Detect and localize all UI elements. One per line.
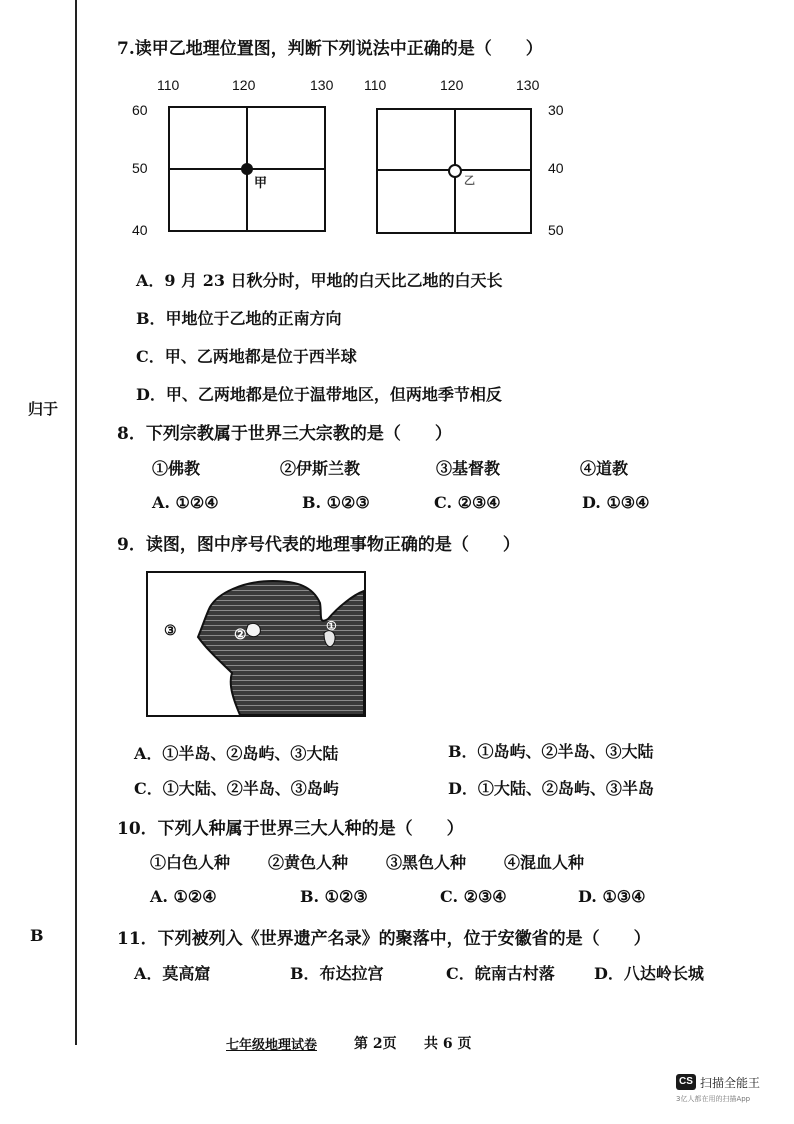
q10-item: ②黄色人种 <box>268 853 349 872</box>
map-left-side-label: 40 <box>132 222 148 238</box>
watermark-tagline: 3亿人都在用的扫描App <box>676 1095 751 1103</box>
q7-stem: 7.读甲乙地理位置图，判断下列说法中正确的是（ ） <box>117 39 543 59</box>
binding-line <box>75 0 77 1045</box>
watermark-name: 扫描全能王 <box>700 1076 761 1090</box>
map-label-2: ② <box>234 627 247 643</box>
footer-title: 七年级地理试卷 <box>226 1038 318 1053</box>
margin-mark-bottom: B <box>30 926 44 945</box>
point-yi-label: 乙 <box>464 174 475 187</box>
q8-item: ①佛教 <box>152 459 201 478</box>
q10-option-d: D. ①③④ <box>578 887 646 906</box>
q8-item: ②伊斯兰教 <box>280 459 361 478</box>
q10-item: ④混血人种 <box>504 853 585 872</box>
map-right-top-label: 130 <box>516 77 540 93</box>
map-left-side-label: 50 <box>132 160 148 176</box>
q8-option-b: B. ①②③ <box>302 493 370 512</box>
map-left-top-label: 130 <box>310 77 334 93</box>
q10-option-c: C. ②③④ <box>440 887 507 906</box>
q8-option-a: A. ①②④ <box>152 493 219 512</box>
map-right-top-label: 120 <box>440 77 464 93</box>
q10-option-a: A. ①②④ <box>150 887 217 906</box>
landmass-shape <box>198 581 364 715</box>
q11-option-c: C．皖南古村落 <box>446 964 555 983</box>
point-yi-marker <box>448 164 462 178</box>
q7-option-d: D．甲、乙两地都是位于温带地区，但两地季节相反 <box>136 385 502 404</box>
q8-option-c: C. ②③④ <box>434 493 501 512</box>
q7-option-b: B．甲地位于乙地的正南方向 <box>136 309 342 328</box>
q8-item: ④道教 <box>580 459 629 478</box>
q9-option-a: A．①半岛、②岛屿、③大陆 <box>134 744 339 763</box>
map-label-1: ① <box>326 619 337 633</box>
map-right-top-label: 110 <box>364 77 387 93</box>
q10-stem: 10．下列人种属于世界三大人种的是（ ） <box>117 819 464 839</box>
map-left-side-label: 60 <box>132 102 148 118</box>
q8-option-d: D. ①③④ <box>582 493 650 512</box>
q11-option-b: B．布达拉宫 <box>290 964 384 983</box>
q10-option-b: B. ①②③ <box>300 887 368 906</box>
map-right-side-label: 30 <box>548 102 564 118</box>
q11-option-a: A．莫高窟 <box>134 964 211 983</box>
landform-illustration <box>148 573 364 715</box>
map-left-top-label: 110 <box>157 77 180 93</box>
q8-item: ③基督教 <box>436 459 501 478</box>
q10-item: ①白色人种 <box>150 853 231 872</box>
q11-stem: 11．下列被列入《世界遗产名录》的聚落中，位于安徽省的是（ ） <box>117 929 651 949</box>
map-left-top-label: 120 <box>232 77 256 93</box>
footer-total: 共 6 页 <box>424 1036 472 1052</box>
q7-option-c: C．甲、乙两地都是位于西半球 <box>136 347 357 366</box>
point-jia-label: 甲 <box>254 176 268 191</box>
q8-stem: 8．下列宗教属于世界三大宗教的是（ ） <box>117 424 452 444</box>
q9-stem: 9．读图，图中序号代表的地理事物正确的是（ ） <box>117 535 520 555</box>
q10-item: ③黑色人种 <box>386 853 467 872</box>
map-right-side-label: 50 <box>548 222 564 238</box>
q9-landform-map <box>146 571 366 717</box>
q7-option-a: A．9 月 23 日秋分时，甲地的白天比乙地的白天长 <box>136 271 503 290</box>
point-jia-marker <box>241 163 253 175</box>
q9-option-d: D．①大陆、②岛屿、③半岛 <box>448 779 654 798</box>
footer-page: 第 2页 <box>354 1036 397 1052</box>
map-label-3: ③ <box>164 623 177 639</box>
margin-mark-top: 归于 <box>28 400 59 418</box>
q9-option-b: B．①岛屿、②半岛、③大陆 <box>448 742 654 761</box>
map-right-side-label: 40 <box>548 160 564 176</box>
q9-option-c: C．①大陆、②半岛、③岛屿 <box>134 779 339 798</box>
cs-logo-icon: CS <box>676 1074 696 1090</box>
island-shape <box>246 623 260 636</box>
q11-option-d: D．八达岭长城 <box>594 964 704 983</box>
